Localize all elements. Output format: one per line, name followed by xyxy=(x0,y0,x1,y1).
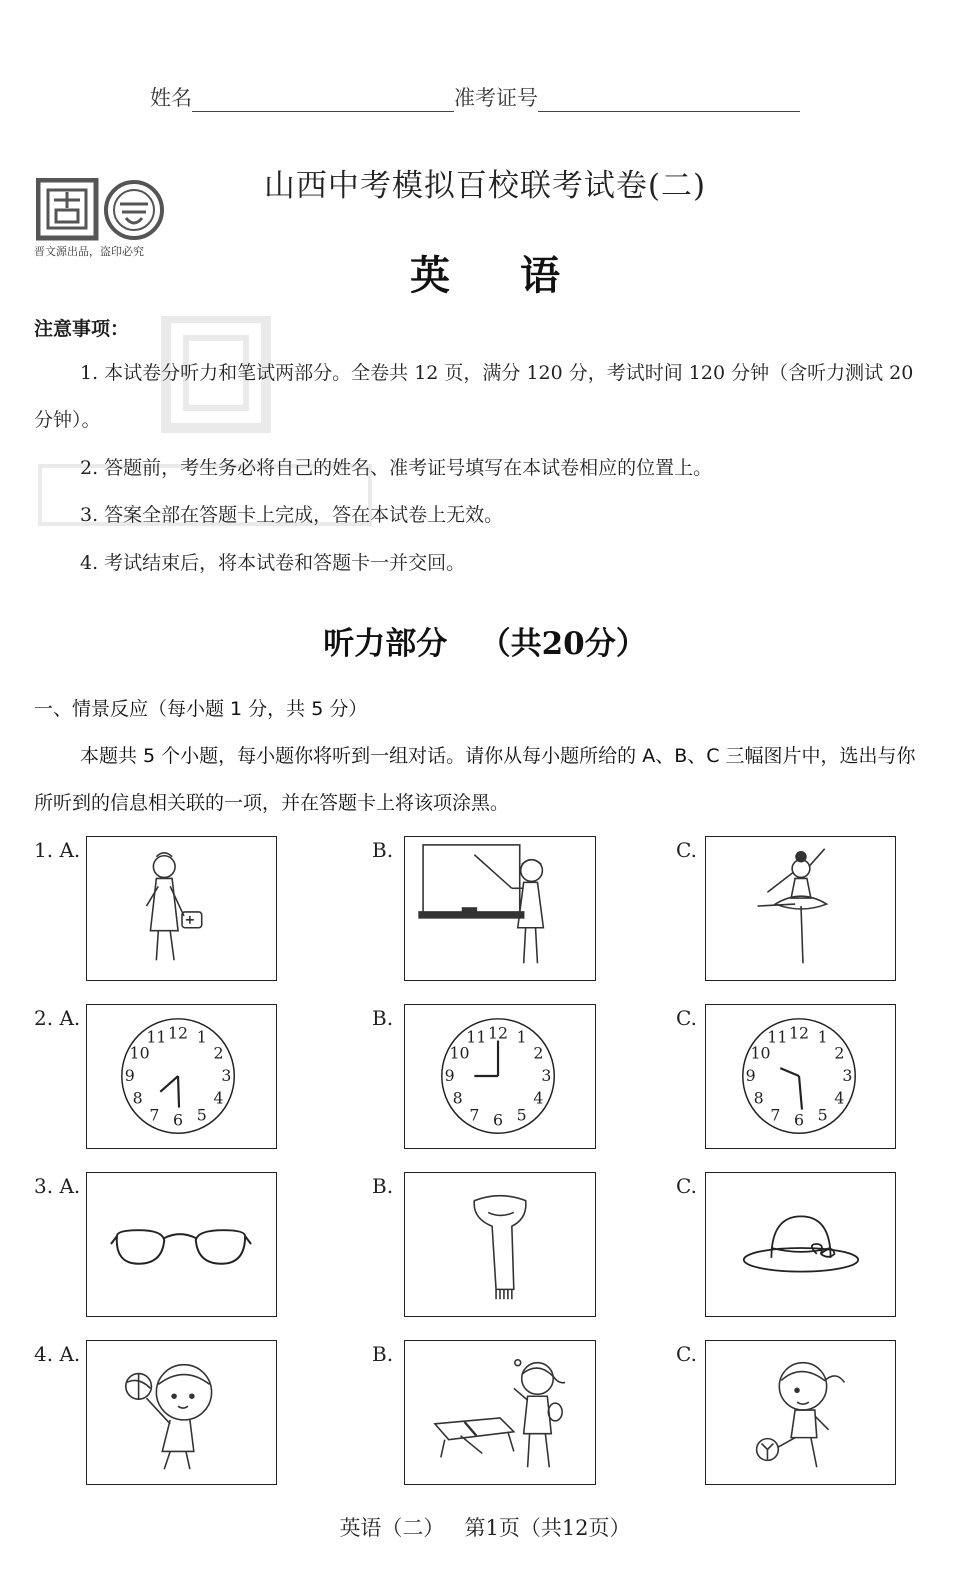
q3-option-b: B. xyxy=(372,1174,394,1198)
candidate-info-line xyxy=(150,82,800,112)
notice-heading: 注意事项： xyxy=(34,318,130,340)
numeral-2: 2 xyxy=(213,1043,224,1063)
numeral-5: 5 xyxy=(817,1105,828,1125)
clock-face-a xyxy=(87,1005,276,1148)
numeral-3: 3 xyxy=(541,1065,552,1085)
numeral-6: 6 xyxy=(173,1110,184,1130)
notice-item-2: 2. 答题前，考生务必将自己的姓名、准考证号填写在本试卷相应的位置上。 xyxy=(80,457,713,479)
numeral-6: 6 xyxy=(493,1110,504,1130)
numeral-5: 5 xyxy=(196,1105,207,1125)
numeral-11: 11 xyxy=(767,1027,788,1047)
numeral-12: 12 xyxy=(487,1023,509,1043)
q4-option-c: C. xyxy=(676,1342,697,1366)
numeral-10: 10 xyxy=(750,1043,771,1063)
numeral-4: 4 xyxy=(834,1088,845,1108)
clock-6-40-picture xyxy=(86,1004,277,1149)
numeral-10: 10 xyxy=(129,1043,150,1063)
exam-id-blank xyxy=(538,87,800,112)
hour-hand xyxy=(780,1068,799,1076)
numeral-1: 1 xyxy=(516,1027,527,1047)
numeral-4: 4 xyxy=(533,1088,544,1108)
notice-item-3: 3. 答案全部在答题卡上完成，答在本试卷上无效。 xyxy=(80,504,504,526)
numeral-8: 8 xyxy=(452,1088,463,1108)
numeral-4: 4 xyxy=(213,1088,224,1108)
q4-option-b: B. xyxy=(372,1342,394,1366)
numeral-11: 11 xyxy=(146,1027,167,1047)
numeral-5: 5 xyxy=(516,1105,527,1125)
clock-9-30-picture xyxy=(705,1004,896,1149)
notice-item-1: 1. 本试卷分听力和笔试两部分。全卷共 12 页，满分 120 分，考试时间 120 分钟（含听力测试 20 分钟）。 xyxy=(34,362,914,431)
listening-section-title: 听力部分 （共20分） xyxy=(323,626,647,662)
name-label: 姓名 xyxy=(150,86,192,110)
scarf-picture xyxy=(404,1172,596,1317)
q2-option-c: C. xyxy=(676,1006,697,1030)
numeral-1: 1 xyxy=(196,1027,207,1047)
clock-face-c xyxy=(706,1005,895,1148)
numeral-12: 12 xyxy=(788,1023,810,1043)
minute-hand xyxy=(799,1076,802,1110)
exam-id-label: 准考证号 xyxy=(454,86,538,110)
subject-title: 英语 xyxy=(410,252,630,299)
q1-label: 1. A. xyxy=(34,838,81,862)
ballet-dancer-picture xyxy=(705,836,896,981)
q4-label: 4. A. xyxy=(34,1342,81,1366)
numeral-9: 9 xyxy=(444,1065,455,1085)
numeral-7: 7 xyxy=(770,1105,781,1125)
clock-face-b xyxy=(405,1005,595,1148)
ping-pong-girl-picture xyxy=(404,1340,596,1485)
minute-hand xyxy=(160,1076,178,1092)
numeral-1: 1 xyxy=(817,1027,828,1047)
part-one-description: 本题共 5 个小题，每小题你将听到一组对话。请你从每小题所给的 A、B、C 三幅图片中，选出与你所听到的信息相关联的一项，并在答题卡上将该项涂黑。 xyxy=(34,745,916,814)
sunglasses-picture xyxy=(86,1172,277,1317)
q3-option-c: C. xyxy=(676,1174,697,1198)
exam-title: 山西中考模拟百校联考试卷(二) xyxy=(263,168,707,204)
q1-option-b: B. xyxy=(372,838,394,862)
numeral-9: 9 xyxy=(124,1065,135,1085)
notice-item-4: 4. 考试结束后，将本试卷和答题卡一并交回。 xyxy=(80,552,466,574)
teacher-picture xyxy=(404,836,596,981)
football-girl-picture xyxy=(705,1340,896,1485)
numeral-8: 8 xyxy=(753,1088,764,1108)
q2-option-b: B. xyxy=(372,1006,394,1030)
part-one-heading: 一、情景反应（每小题 1 分，共 5 分） xyxy=(34,698,368,720)
clock-9-00-picture xyxy=(404,1004,596,1149)
numeral-2: 2 xyxy=(533,1043,544,1063)
numeral-12: 12 xyxy=(168,1023,189,1043)
basketball-girl-picture xyxy=(86,1340,277,1485)
logo-caption: 晋文源出品，盗印必究 xyxy=(34,245,144,258)
numeral-10: 10 xyxy=(449,1043,470,1063)
q3-label: 3. A. xyxy=(34,1174,81,1198)
hour-hand xyxy=(178,1076,179,1108)
numeral-2: 2 xyxy=(834,1043,845,1063)
numeral-3: 3 xyxy=(842,1065,853,1085)
page-footer: 英语（二） 第1页（共12页） xyxy=(339,1516,631,1540)
numeral-8: 8 xyxy=(132,1088,143,1108)
numeral-3: 3 xyxy=(221,1065,232,1085)
nurse-picture xyxy=(86,836,277,981)
name-blank xyxy=(192,87,454,112)
hat-picture xyxy=(705,1172,896,1317)
numeral-7: 7 xyxy=(469,1105,480,1125)
numeral-11: 11 xyxy=(466,1027,487,1047)
numeral-7: 7 xyxy=(149,1105,160,1125)
numeral-6: 6 xyxy=(794,1110,805,1130)
numeral-9: 9 xyxy=(745,1065,756,1085)
q1-option-c: C. xyxy=(676,838,697,862)
q2-label: 2. A. xyxy=(34,1006,81,1030)
